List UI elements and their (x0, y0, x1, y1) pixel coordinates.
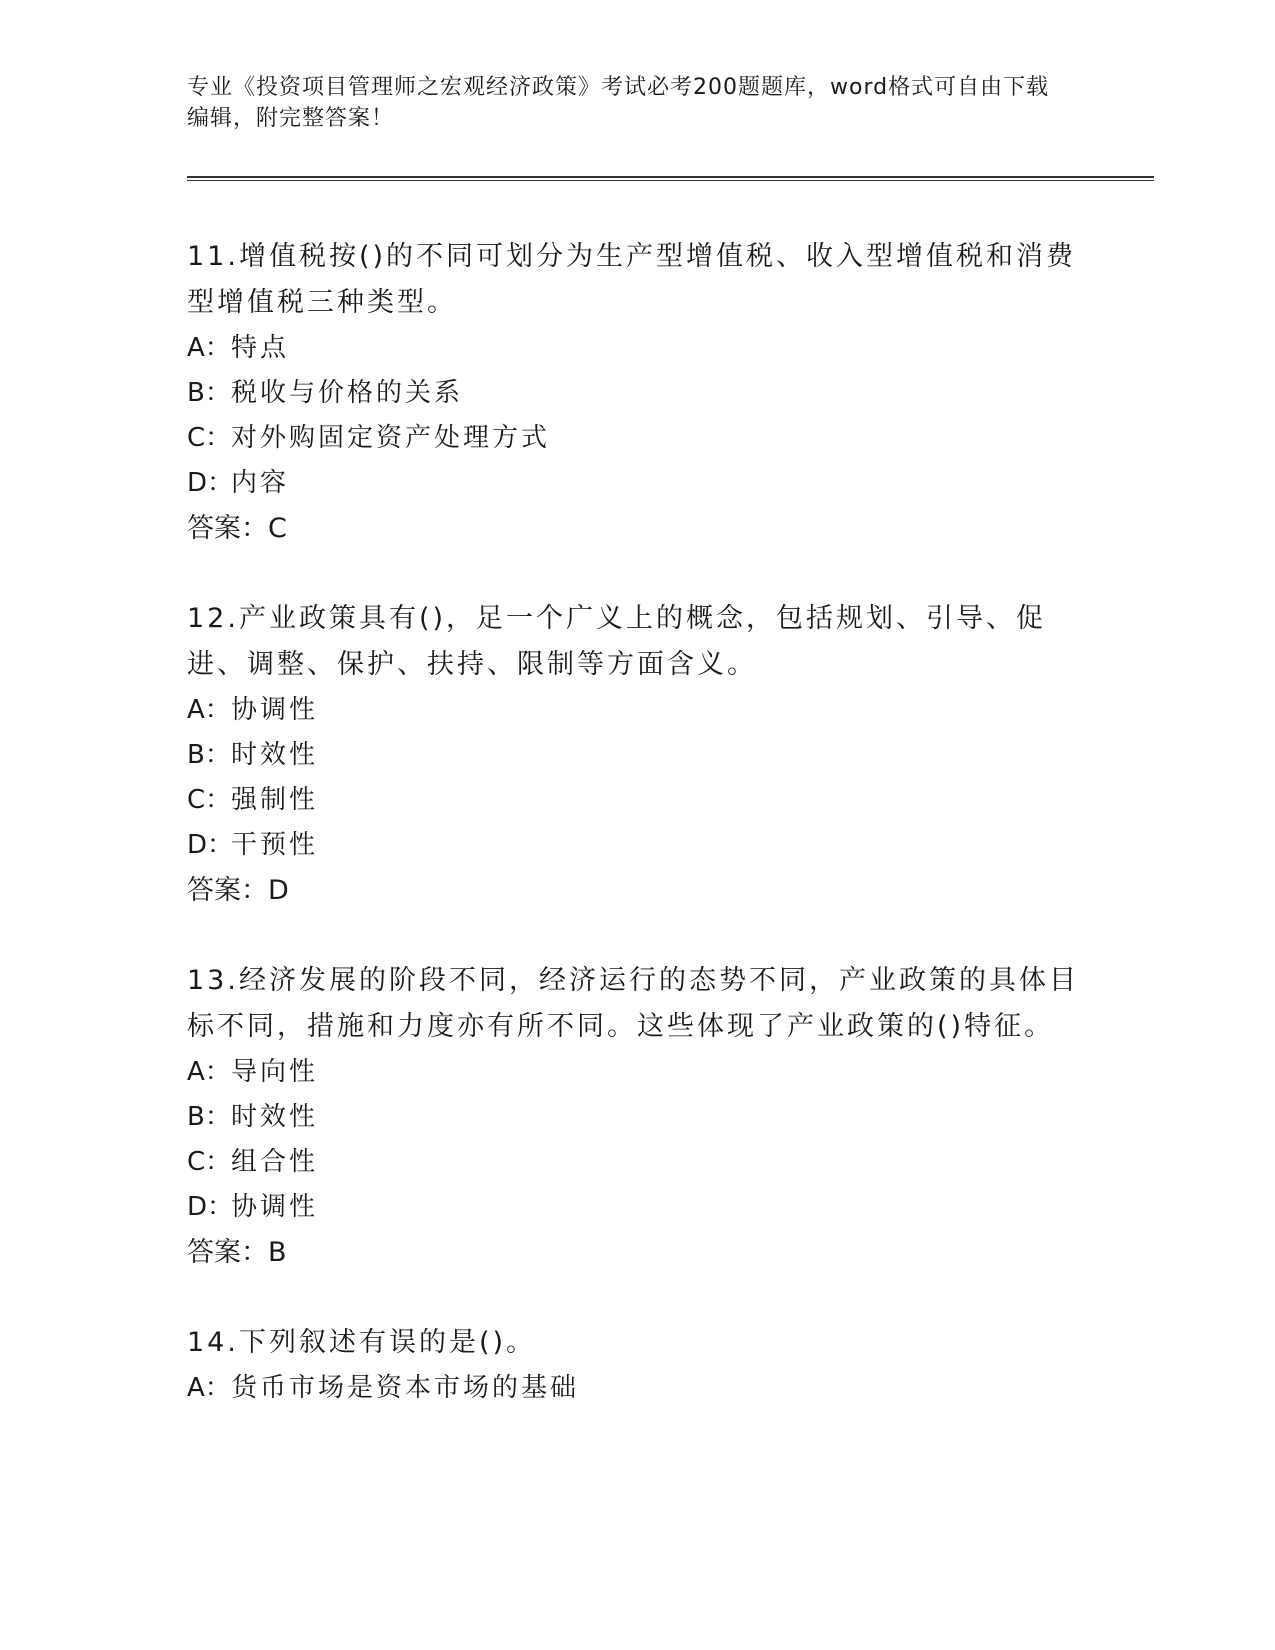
option-item (187, 1095, 1087, 1140)
answer-line: 答案：D (187, 875, 289, 906)
option-item (187, 371, 1087, 416)
option-key: D： (187, 1192, 234, 1222)
question-list (187, 234, 1087, 1455)
option-item (187, 326, 1087, 371)
option-text: 税收与价格的关系 (231, 378, 464, 408)
option-key: A： (187, 1373, 231, 1403)
option-text: 特点 (231, 333, 290, 363)
option-key: D： (187, 830, 234, 860)
option-item (187, 1366, 1087, 1411)
option-key: B： (187, 740, 231, 770)
option-key: D： (187, 468, 234, 498)
option-item (187, 461, 1087, 506)
question-stem: 11.增值税按()的不同可划分为生产型增值税、收入型增值税和消费型增值税三种类型。 (187, 241, 1077, 318)
option-key: B： (187, 1102, 231, 1132)
answer-line: 答案：C (187, 513, 287, 544)
option-text: 协调性 (231, 695, 319, 725)
option-key: A： (187, 1057, 231, 1087)
option-text: 强制性 (231, 785, 319, 815)
question-stem: 13.经济发展的阶段不同，经济运行的态势不同，产业政策的具体目标不同，措施和力度亦有所不同。这些体现了产业政策的()特征。 (187, 965, 1079, 1042)
option-item (187, 778, 1087, 823)
question-stem: 14.下列叙述有误的是()。 (187, 1327, 537, 1358)
header-divider (187, 176, 1154, 181)
answer-line: 答案：B (187, 1237, 287, 1268)
option-key: A： (187, 695, 231, 725)
option-text: 对外购固定资产处理方式 (231, 423, 551, 453)
option-key: C： (187, 785, 232, 815)
option-text: 干预性 (231, 830, 319, 860)
option-text: 组合性 (231, 1147, 319, 1177)
option-item (187, 416, 1087, 461)
option-key: C： (187, 423, 232, 453)
option-item (187, 688, 1087, 733)
question-item (187, 958, 1087, 1276)
option-text: 时效性 (231, 1102, 319, 1132)
option-item (187, 733, 1087, 778)
document-intro: 专业《投资项目管理师之宏观经济政策》考试必考200题题库，word格式可自由下载编辑，附完整答案！ (187, 75, 1050, 131)
option-text: 协调性 (231, 1192, 319, 1222)
option-item (187, 1140, 1087, 1185)
option-item (187, 823, 1087, 868)
option-key: A： (187, 333, 231, 363)
option-item (187, 1185, 1087, 1230)
question-stem: 12.产业政策具有()，足一个广义上的概念，包括规划、引导、促进、调整、保护、扶持、限制等方面含义。 (187, 603, 1047, 680)
option-text: 货币市场是资本市场的基础 (231, 1373, 580, 1403)
option-key: C： (187, 1147, 232, 1177)
question-item (187, 596, 1087, 914)
option-key: B： (187, 378, 231, 408)
question-item (187, 234, 1087, 552)
option-item (187, 1050, 1087, 1095)
option-text: 导向性 (231, 1057, 319, 1087)
option-text: 内容 (231, 468, 290, 498)
option-text: 时效性 (231, 740, 319, 770)
question-item (187, 1320, 1087, 1411)
